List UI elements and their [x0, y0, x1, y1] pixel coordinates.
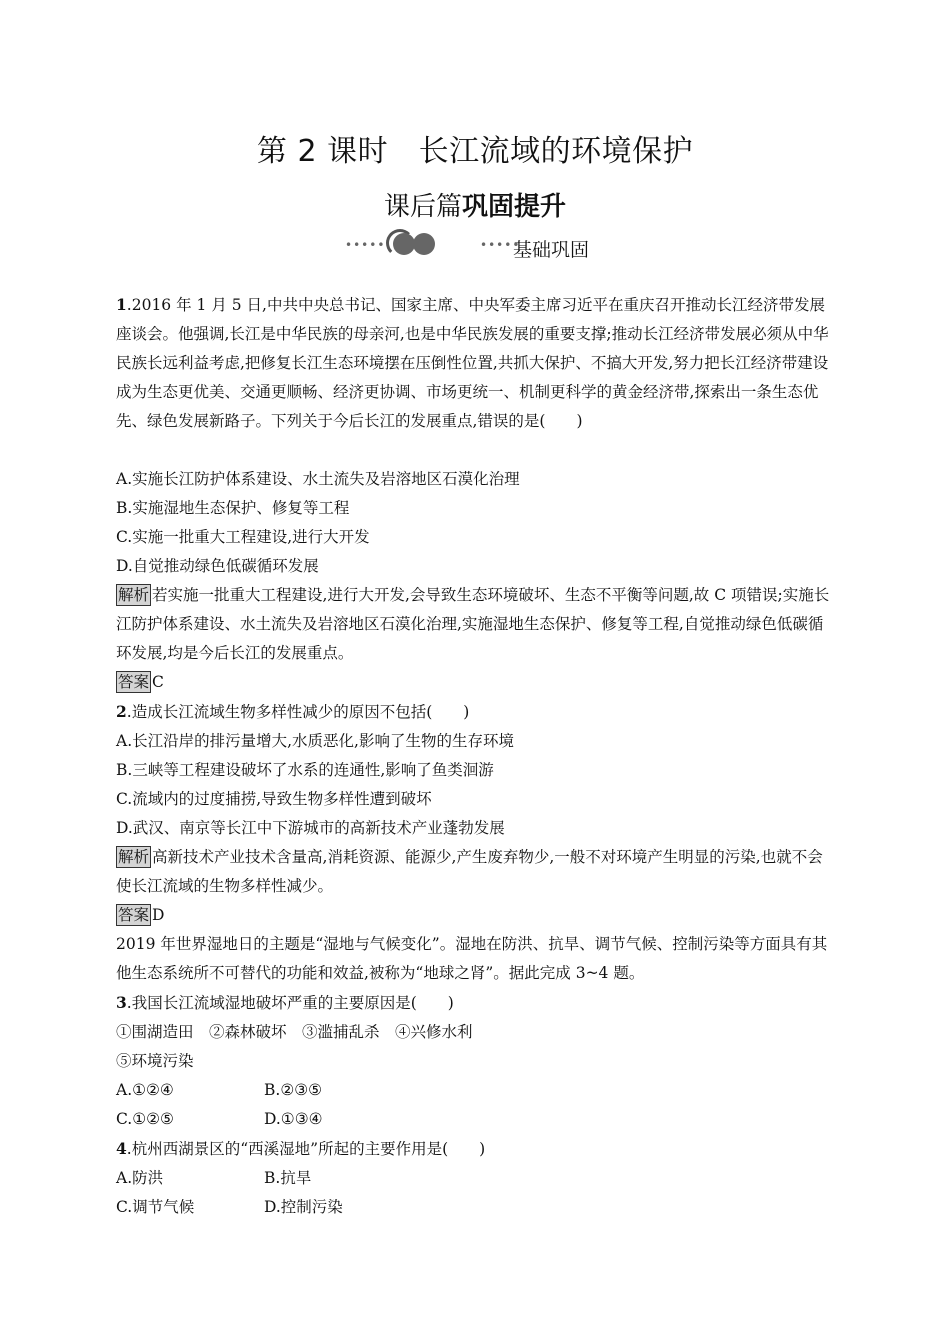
- question-number: 4: [116, 1139, 127, 1158]
- subtitle-normal: 课后篇: [383, 192, 462, 222]
- answer-value: C: [152, 673, 164, 691]
- question-1: [116, 290, 836, 436]
- option: A.防洪: [116, 1169, 164, 1187]
- circle-icon: [413, 233, 435, 255]
- option: C.实施一批重大工程建设,进行大开发: [116, 528, 370, 546]
- option: C.流域内的过度捕捞,导致生物多样性遭到破坏: [116, 790, 432, 808]
- answer: [116, 668, 836, 697]
- option: C.调节气候: [116, 1198, 195, 1216]
- answer-tag: 答案: [118, 906, 150, 924]
- analysis: [116, 843, 836, 901]
- option-row: [116, 1105, 836, 1134]
- option: A.①②④: [116, 1081, 174, 1099]
- answer-tag: 答案: [118, 673, 150, 691]
- dots-right-icon: •••••: [480, 238, 521, 252]
- answer-value: D: [152, 906, 165, 924]
- option: B.实施湿地生态保护、修复等工程: [116, 499, 350, 517]
- circle-icon: [393, 233, 415, 255]
- question-items: ①围湖造田 ②森林破坏 ③滥捕乱杀 ④兴修水利: [116, 1023, 473, 1041]
- page-title: 第 2 课时 长江流域的环境保护: [256, 134, 694, 169]
- subtitle-bold: 巩固提升: [462, 192, 567, 222]
- question-stem: .我国长江流域湿地破坏严重的主要原因是( ): [126, 994, 454, 1012]
- material-intro: 2019 年世界湿地日的主题是“湿地与气候变化”。湿地在防洪、抗旱、调节气候、控制污染等方面具有其他生态系统所不可替代的功能和效益,被称为“地球之肾”。据此完成 3~4 题。: [116, 935, 828, 982]
- analysis: [116, 581, 836, 668]
- option: D.武汉、南京等长江中下游城市的高新技术产业蓬勃发展: [116, 819, 505, 837]
- option: B.三峡等工程建设破坏了水系的连通性,影响了鱼类洄游: [116, 761, 494, 779]
- question-stem: .造成长江流域生物多样性减少的原因不包括( ): [126, 703, 470, 721]
- page-subtitle: [0, 186, 950, 223]
- option: C.①②⑤: [116, 1110, 174, 1128]
- option: D.①③④: [264, 1110, 323, 1128]
- option: A.长江沿岸的排污量增大,水质恶化,影响了生物的生存环境: [116, 732, 514, 750]
- question-2: [116, 697, 836, 727]
- question-4: [116, 1134, 836, 1164]
- analysis-text: 高新技术产业技术含量高,消耗资源、能源少,产生废弃物少,一般不对环境产生明显的污染,也就不会使长江流域的生物多样性减少。: [116, 848, 823, 895]
- question-number: 3: [116, 993, 127, 1012]
- option: D.控制污染: [264, 1198, 343, 1216]
- analysis-tag: 解析: [118, 586, 150, 604]
- section-label: 基础巩固: [513, 239, 590, 261]
- option-row: [116, 1193, 836, 1222]
- question-items: ⑤环境污染: [116, 1052, 194, 1070]
- question-stem: .杭州西湖景区的“西溪湿地”所起的主要作用是( ): [126, 1140, 486, 1158]
- question-3: [116, 988, 836, 1018]
- question-stem: .2016 年 1 月 5 日,中共中央总书记、国家主席、中央军委主席习近平在重庆召开推动长江经济带发展座谈会。他强调,长江是中华民族的母亲河,也是中华民族发展的重要支撑;推动长江经济带发展必须从中华民族长远利益考虑,把修复长江生态环境摆在压倒性位置,共抓大保护、不搞大开发,努力把长江经济带建设成为生态更优美、交通更顺畅、经济更协调、市场更统一、机制更科学的黄金经济带,探索出一条生态优先、绿色发展新路子。下列关于今后长江的发展重点,错误的是( ): [116, 296, 829, 430]
- question-number: 1: [116, 295, 127, 314]
- option-row: [116, 1076, 836, 1105]
- analysis-tag: 解析: [118, 848, 150, 866]
- option-row: [116, 1164, 836, 1193]
- question-number: 2: [116, 702, 127, 721]
- option: A.实施长江防护体系建设、水土流失及岩溶地区石漠化治理: [116, 470, 520, 488]
- answer: [116, 901, 836, 930]
- dots-left-icon: •••••: [345, 238, 386, 252]
- content: [116, 290, 836, 1222]
- option: B.抗旱: [264, 1169, 312, 1187]
- option: B.②③⑤: [264, 1081, 323, 1099]
- analysis-text: 若实施一批重大工程建设,进行大开发,会导致生态环境破坏、生态不平衡等问题,故 C 项错误;实施长江防护体系建设、水土流失及岩溶地区石漠化治理,实施湿地生态保护、修复等工程,自觉推动绿色低碳循环发展,均是今后长江的发展重点。: [116, 586, 830, 662]
- option: D.自觉推动绿色低碳循环发展: [116, 557, 319, 575]
